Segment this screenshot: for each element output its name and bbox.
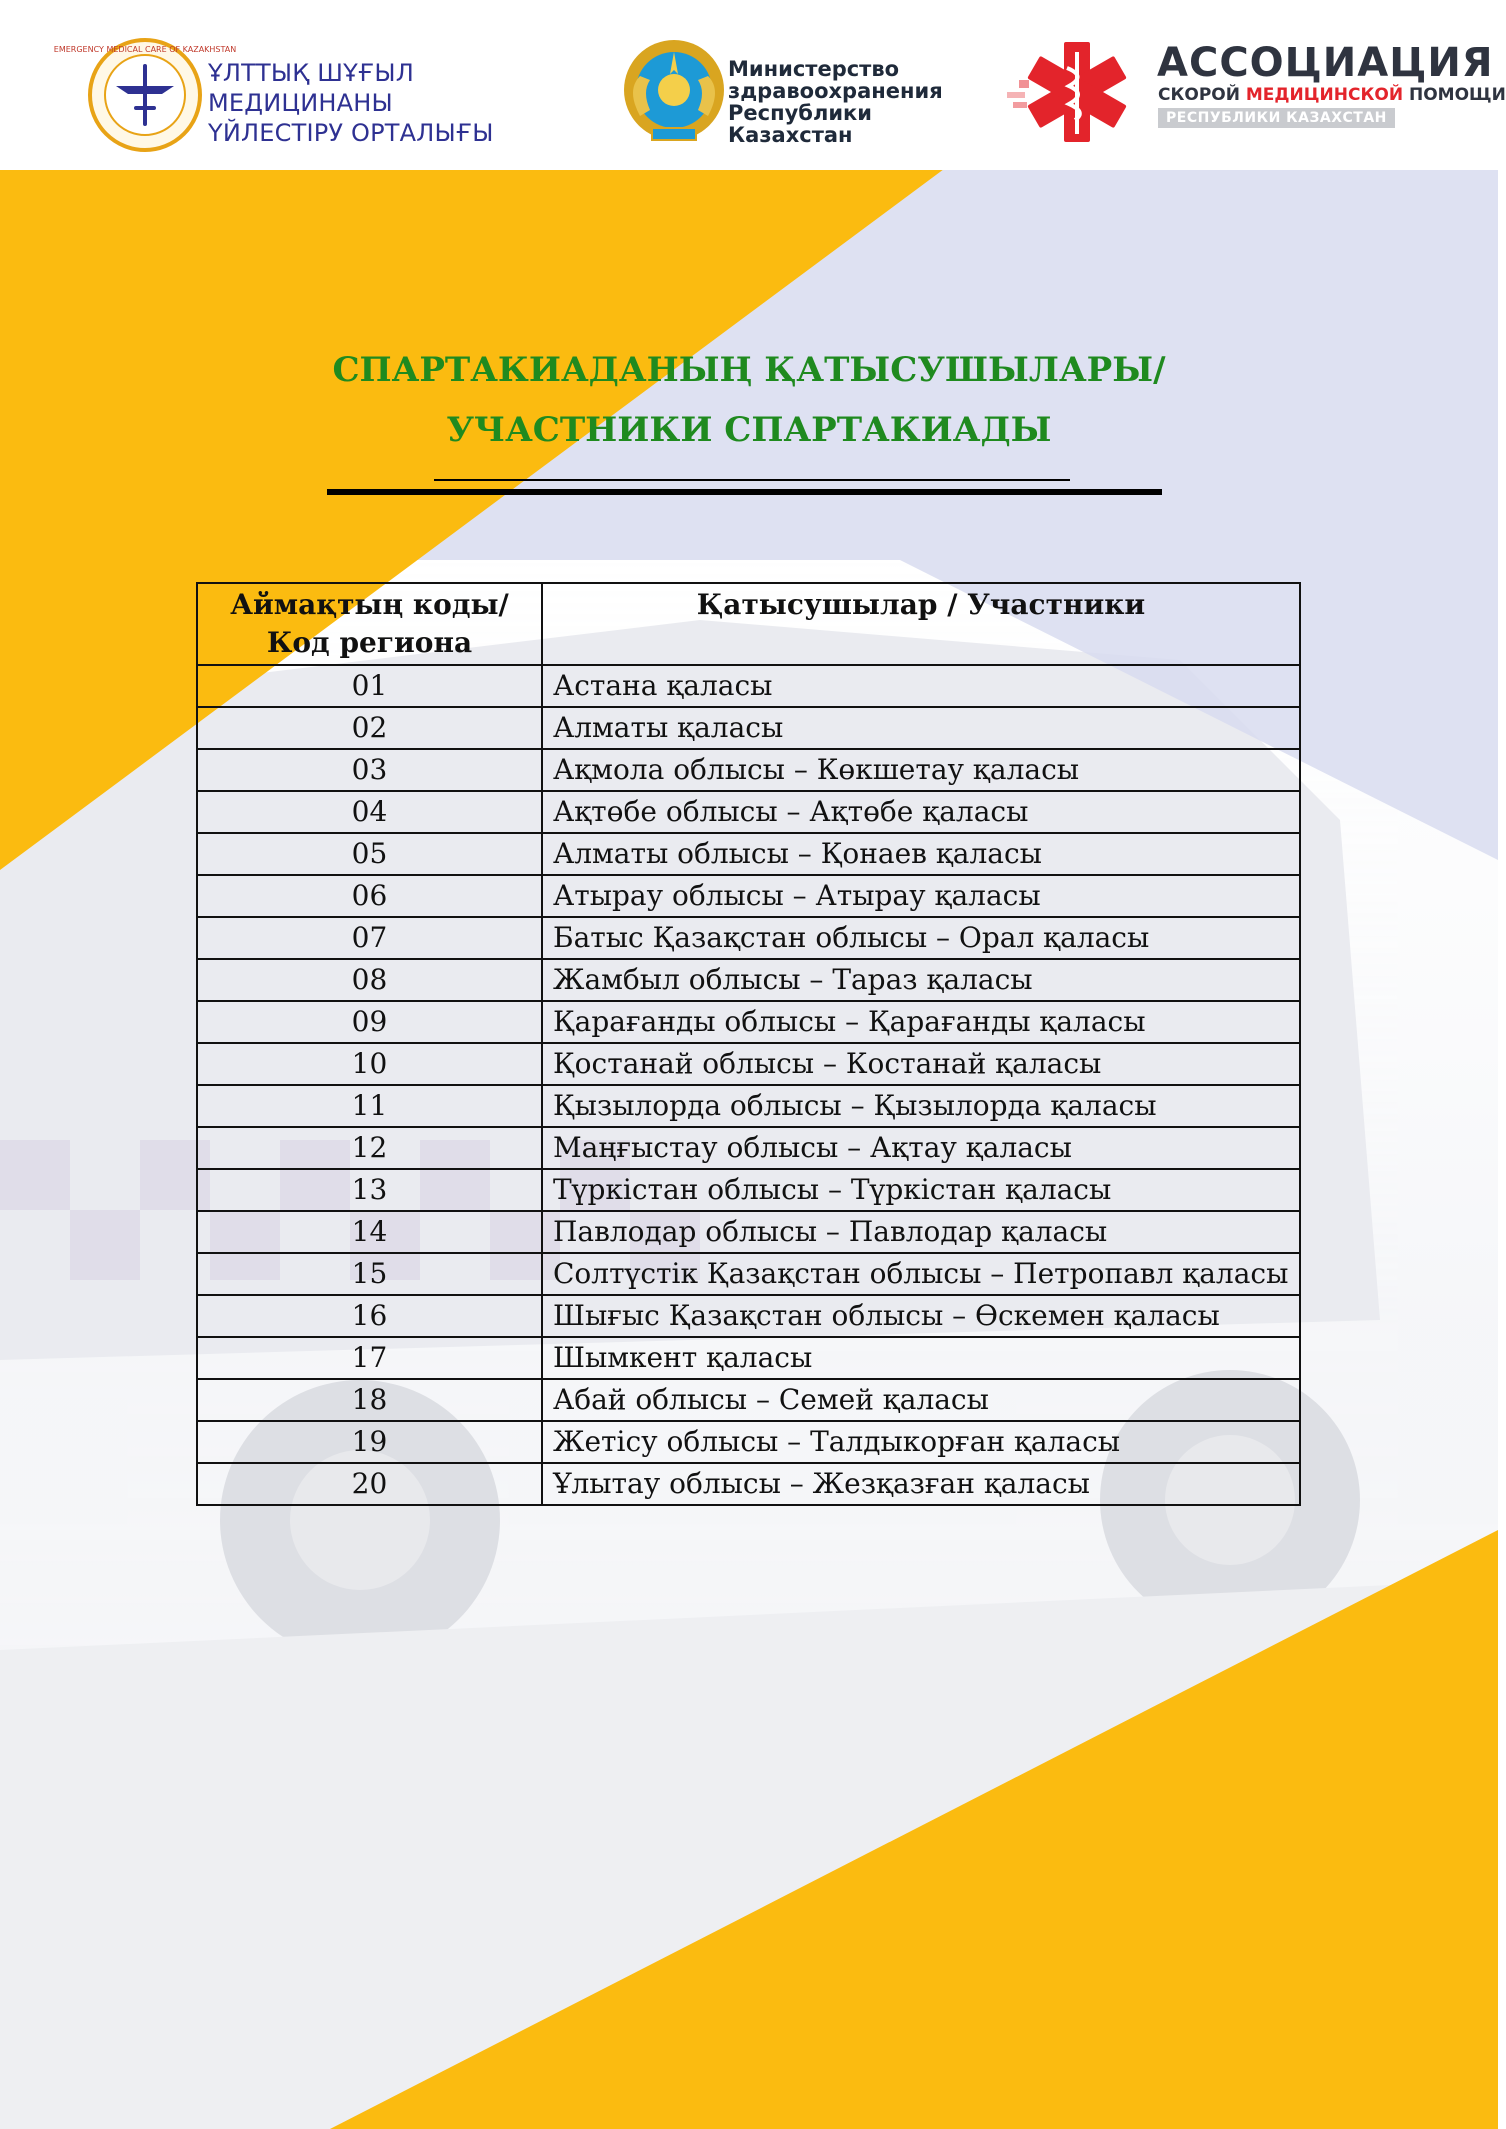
- title-underline-thick: [327, 489, 1162, 495]
- region-code-cell: 03: [197, 749, 542, 791]
- table-row: [197, 833, 1300, 875]
- national-center-name: [208, 58, 598, 148]
- table-row: [197, 665, 1300, 707]
- association-subtitle: [1158, 84, 1506, 106]
- title-underline-thin: [434, 479, 1070, 481]
- association-subtitle-red: МЕДИЦИНСКОЙ: [1245, 85, 1404, 105]
- emergency-medical-seal-icon: [53, 36, 237, 154]
- region-code-cell: 09: [197, 1001, 542, 1043]
- association-country: РЕСПУБЛИКИ КАЗАХСТАН: [1158, 108, 1395, 128]
- ministry-name: [728, 58, 952, 146]
- logos-header: [0, 0, 1506, 160]
- region-code-cell: 05: [197, 833, 542, 875]
- table-header-row: [197, 583, 1300, 665]
- table-row: [197, 917, 1300, 959]
- region-code-cell: 13: [197, 1169, 542, 1211]
- region-code-cell: 01: [197, 665, 542, 707]
- table-row: [197, 875, 1300, 917]
- region-code-cell: 16: [197, 1295, 542, 1337]
- table-row: [197, 791, 1300, 833]
- region-code-cell: 08: [197, 959, 542, 1001]
- star-of-life-icon: [1005, 36, 1131, 148]
- participant-name-cell: Түркістан облысы – Түркістан қаласы: [542, 1169, 1300, 1211]
- table-row: [197, 749, 1300, 791]
- table-row: [197, 959, 1300, 1001]
- region-code-cell: 12: [197, 1127, 542, 1169]
- participant-name-cell: Шымкент қаласы: [542, 1337, 1300, 1379]
- region-code-cell: 11: [197, 1085, 542, 1127]
- table-row: [197, 1085, 1300, 1127]
- table-row: [197, 1421, 1300, 1463]
- seal-text: EMERGENCY MEDICAL CARE OF KAZAKHSTAN: [53, 45, 237, 54]
- participant-name-cell: Ұлытау облысы – Жезқазған қаласы: [542, 1463, 1300, 1505]
- participant-name-cell: Жетісу облысы – Талдыкорған қаласы: [542, 1421, 1300, 1463]
- participants-table: [196, 582, 1301, 1506]
- national-center-name-line2: ҮЙЛЕСТІРУ ОРТАЛЫҒЫ: [208, 119, 494, 147]
- region-code-cell: 04: [197, 791, 542, 833]
- column-header-region-code-line1: Аймақтың коды/: [230, 588, 509, 621]
- table-row: [197, 707, 1300, 749]
- participant-name-cell: Алматы облысы – Қонаев қаласы: [542, 833, 1300, 875]
- table-row: [197, 1001, 1300, 1043]
- association-subtitle-part2: ПОМОЩИ: [1403, 85, 1506, 105]
- association-subtitle-part1: СКОРОЙ: [1158, 85, 1246, 105]
- region-code-cell: 19: [197, 1421, 542, 1463]
- region-code-cell: 17: [197, 1337, 542, 1379]
- participant-name-cell: Алматы қаласы: [542, 707, 1300, 749]
- region-code-cell: 07: [197, 917, 542, 959]
- table-row: [197, 1043, 1300, 1085]
- participant-name-cell: Солтүстік Қазақстан облысы – Петропавл қаласы: [542, 1253, 1300, 1295]
- association-logo: [1005, 36, 1506, 156]
- region-code-cell: 18: [197, 1379, 542, 1421]
- page-title-russian: УЧАСТНИКИ СПАРТАКИАДЫ: [446, 410, 1052, 450]
- table-row: [197, 1127, 1300, 1169]
- region-code-cell: 10: [197, 1043, 542, 1085]
- participant-name-cell: Қызылорда облысы – Қызылорда қаласы: [542, 1085, 1300, 1127]
- association-title: АССОЦИАЦИЯ: [1157, 40, 1494, 86]
- participant-name-cell: Маңғыстау облысы – Ақтау қаласы: [542, 1127, 1300, 1169]
- national-center-logo: [53, 28, 598, 158]
- participant-name-cell: Павлодар облысы – Павлодар қаласы: [542, 1211, 1300, 1253]
- region-code-cell: 15: [197, 1253, 542, 1295]
- table-body: [197, 665, 1300, 1505]
- participant-name-cell: Ақтөбе облысы – Ақтөбе қаласы: [542, 791, 1300, 833]
- participant-name-cell: Абай облысы – Семей қаласы: [542, 1379, 1300, 1421]
- column-header-region-code-line2: Код региона: [266, 626, 473, 659]
- ministry-name-line1: Министерство: [728, 57, 900, 81]
- participant-name-cell: Шығыс Қазақстан облысы – Өскемен қаласы: [542, 1295, 1300, 1337]
- region-code-cell: 14: [197, 1211, 542, 1253]
- table-row: [197, 1379, 1300, 1421]
- participant-name-cell: Жамбыл облысы – Тараз қаласы: [542, 959, 1300, 1001]
- table-row: [197, 1463, 1300, 1505]
- region-code-cell: 06: [197, 875, 542, 917]
- ministry-name-line3: Республики Казахстан: [728, 101, 873, 147]
- participant-name-cell: Батыс Қазақстан облысы – Орал қаласы: [542, 917, 1300, 959]
- table-row: [197, 1295, 1300, 1337]
- region-code-cell: 02: [197, 707, 542, 749]
- column-header-participants: Қатысушылар / Участники: [542, 583, 1300, 665]
- participant-name-cell: Қостанай облысы – Костанай қаласы: [542, 1043, 1300, 1085]
- region-code-cell: 20: [197, 1463, 542, 1505]
- national-center-name-line1: ҰЛТТЫҚ ШҰҒЫЛ МЕДИЦИНАНЫ: [208, 59, 415, 117]
- participant-name-cell: Астана қаласы: [542, 665, 1300, 707]
- participant-name-cell: Атырау облысы – Атырау қаласы: [542, 875, 1300, 917]
- table-row: [197, 1211, 1300, 1253]
- table-row: [197, 1169, 1300, 1211]
- participant-name-cell: Қарағанды облысы – Қарағанды қаласы: [542, 1001, 1300, 1043]
- table-row: [197, 1337, 1300, 1379]
- column-header-region-code: [197, 583, 542, 665]
- page-title-kazakh: СПАРТАКИАДАНЫҢ ҚАТЫСУШЫЛАРЫ/: [332, 350, 1166, 390]
- kazakhstan-emblem-icon: [620, 36, 728, 148]
- ministry-name-line2: здравоохранения: [728, 79, 943, 103]
- table-row: [197, 1253, 1300, 1295]
- ministry-logo: [612, 30, 952, 160]
- participant-name-cell: Ақмола облысы – Көкшетау қаласы: [542, 749, 1300, 791]
